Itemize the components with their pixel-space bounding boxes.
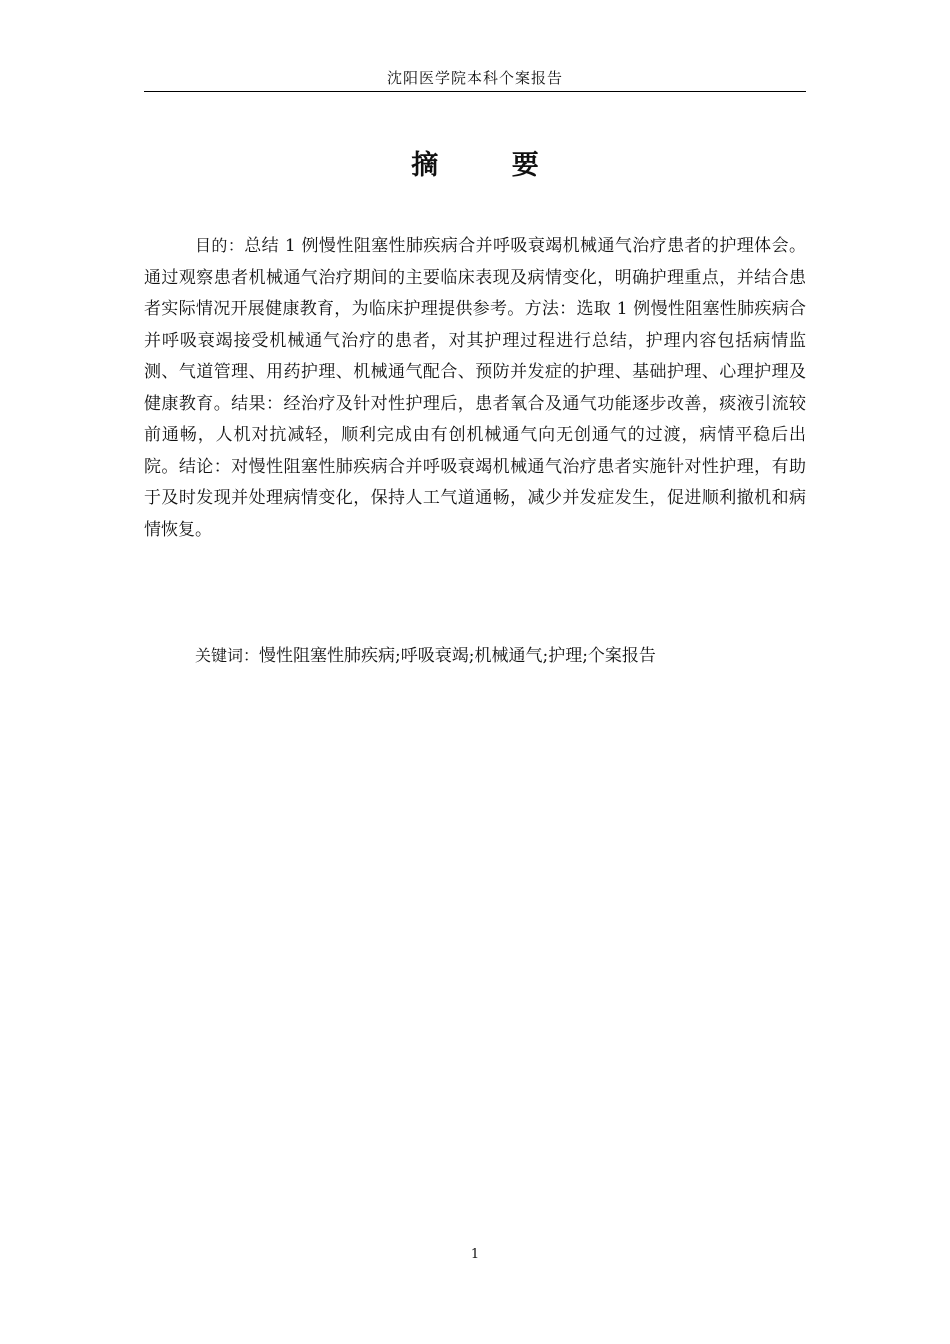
running-header: 沈阳医学院本科个案报告	[386, 69, 563, 87]
page-number: 1	[470, 1247, 480, 1262]
abstract-paragraph	[144, 230, 806, 546]
abstract-title: 摘 要	[411, 150, 571, 181]
keywords-label: 关键词：	[195, 646, 260, 665]
objective-label: 目的：	[195, 236, 245, 255]
header-divider	[144, 91, 806, 92]
keywords-text: 慢性阻塞性肺疾病;呼吸衰竭;机械通气;护理;个案报告	[259, 646, 656, 666]
abstract-text: 总结 1 例慢性阻塞性肺疾病合并呼吸衰竭机械通气治疗患者的护理体会。通过观察患者机械通气治疗期间的主要临床表现及病情变化，明确护理重点，并结合患者实际情况开展健康教育，为临床护理提供参考。方法：选取 1 例慢性阻塞性肺疾病合并呼吸衰竭接受机械通气治疗的患者，对其护理过程进行总结，护理内容包括病情监测、气道管理、用药护理、机械通气配合、预防并发症的护理、基础护理、心理护理及健康教育。结果：经治疗及针对性护理后，患者氧合及通气功能逐步改善，痰液引流较前通畅，人机对抗减轻，顺利完成由有创机械通气向无创通气的过渡，病情平稳后出院。结论：对慢性阻塞性肺疾病合并呼吸衰竭机械通气治疗患者实施针对性护理，有助于及时发现并处理病情变化，保持人工气道通畅，减少并发症发生，促进顺利撤机和病情恢复。	[144, 236, 806, 540]
keywords-line	[144, 640, 806, 673]
